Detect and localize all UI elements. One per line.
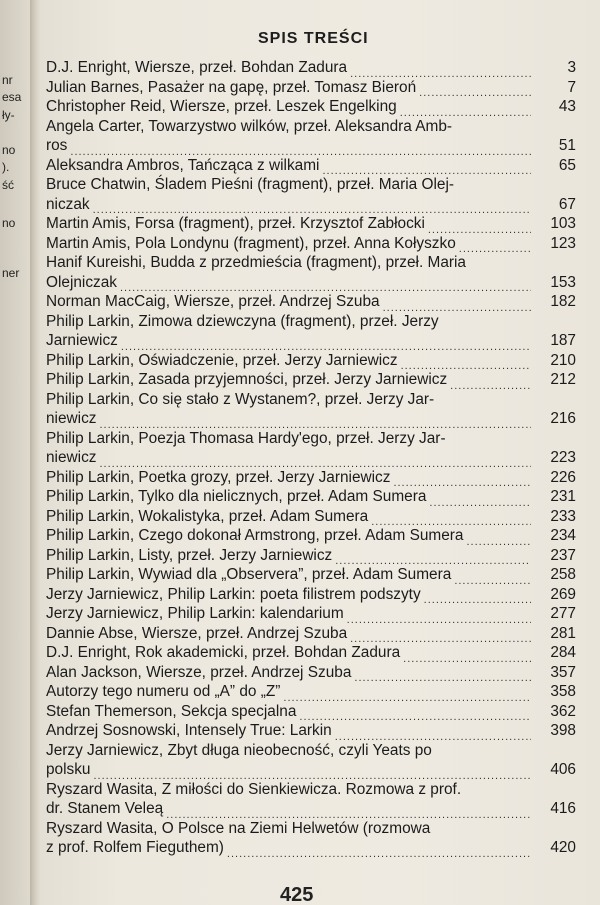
toc-entry-line [46, 741, 576, 761]
toc-page-number: 362 [550, 702, 576, 720]
toc-page-number: 65 [558, 156, 576, 174]
toc-entry [46, 507, 576, 527]
adjacent-page-text: ły- [2, 108, 15, 122]
toc-entry [46, 604, 576, 624]
toc-entry-line [46, 468, 576, 488]
toc-entry [46, 585, 576, 605]
toc-page-number: 416 [550, 800, 576, 817]
toc-page-number: 153 [550, 273, 576, 291]
leader-dots [299, 706, 531, 721]
toc-entry-title: Jerzy Jarniewicz, Zbyt długa nieobecność, czyli Yeats po [46, 741, 432, 759]
toc-page-number: 216 [550, 410, 576, 427]
toc-entry-line [46, 799, 576, 819]
toc-entry [46, 526, 576, 546]
toc-entry [46, 741, 576, 780]
toc-page-number: 3 [567, 59, 576, 76]
toc-entry [46, 58, 576, 78]
page-title: SPIS TREŚCI [258, 30, 369, 47]
toc-entry [46, 292, 576, 312]
toc-page-number: 123 [550, 234, 576, 252]
toc-entry-title: Martin Amis, Pola Londynu (fragment), przeł. Anna Kołyszko [46, 234, 456, 252]
toc-page-number: 51 [558, 137, 576, 154]
toc-entry-line [46, 526, 576, 546]
toc-entry-line [46, 78, 576, 98]
toc-entry-line [46, 58, 576, 78]
toc-entry-line [46, 409, 576, 429]
toc-page-number: 43 [558, 98, 576, 115]
leader-dots [335, 726, 531, 741]
toc-entry [46, 175, 576, 214]
adjacent-page-text: nr [2, 73, 13, 87]
toc-entry-title: Philip Larkin, Zimowa dziewczyna (fragment), przeł. Jerzy [46, 312, 439, 330]
leader-dots [466, 531, 531, 546]
toc-page-number: 420 [550, 839, 576, 856]
toc-entry-title: Philip Larkin, Wywiad dla „Observera”, przeł. Adam Sumera [46, 566, 452, 583]
leader-dots [450, 375, 531, 390]
toc-entry-line [46, 643, 576, 663]
toc-entry-line [46, 507, 576, 527]
toc-page-number: 233 [550, 507, 576, 525]
toc-entry-title: Andrzej Sosnowski, Intensely True: Larkin [46, 722, 332, 739]
toc-entry-title: Bruce Chatwin, Śladem Pieśni (fragment), przeł. Maria Olej- [46, 176, 454, 193]
toc-entry-line [46, 195, 576, 215]
adjacent-page-fragment [0, 0, 30, 905]
toc-entry [46, 390, 576, 429]
toc-entry-line [46, 273, 576, 293]
toc-page-number: 398 [550, 722, 576, 739]
toc-entry [46, 429, 576, 468]
toc-entry [46, 312, 576, 351]
toc-entry-title: Ryszard Wasita, Z miłości do Sienkiewicza. Rozmowa z prof. [46, 780, 462, 798]
leader-dots [93, 199, 531, 214]
leader-dots [371, 511, 531, 526]
leader-dots [354, 667, 531, 682]
toc-entry-title: Aleksandra Ambros, Tańcząca z wilkami [46, 156, 320, 174]
toc-entry-line [46, 585, 576, 605]
toc-page-number: 103 [550, 215, 576, 232]
toc-entry [46, 234, 576, 254]
toc-entry-title: Hanif Kureishi, Budda z przedmieścia (fragment), przeł. Maria [46, 254, 466, 271]
toc-entry-title: Philip Larkin, Tylko dla nielicznych, przeł. Adam Sumera [46, 488, 427, 505]
leader-dots [70, 141, 531, 156]
leader-dots [428, 219, 531, 234]
toc-entry-title: Philip Larkin, Listy, przeł. Jerzy Jarniewicz [46, 546, 333, 564]
leader-dots [99, 453, 531, 468]
toc-entry-line [46, 721, 576, 741]
leader-dots [99, 414, 531, 429]
toc-entry-title: Norman MacCaig, Wiersze, przeł. Andrzej Szuba [46, 293, 380, 310]
toc-entry [46, 780, 576, 819]
toc-entry [46, 351, 576, 371]
leader-dots [94, 765, 532, 780]
toc-page-number: 258 [550, 566, 576, 583]
toc-entry-line [46, 682, 576, 702]
toc-entry [46, 487, 576, 507]
toc-page-number: 231 [550, 488, 576, 505]
toc-entry-title: Christopher Reid, Wiersze, przeł. Leszek Engelking [46, 98, 397, 115]
toc-entry-title: Philip Larkin, Poetka grozy, przeł. Jerzy Jarniewicz [46, 468, 391, 486]
toc-page-number: 226 [550, 468, 576, 486]
toc-entry-line [46, 312, 576, 332]
adjacent-page-text: ). [2, 160, 10, 174]
adjacent-page-text: no [2, 143, 16, 157]
toc-entry-line [46, 663, 576, 683]
toc-entry-line [46, 292, 576, 312]
leader-dots [424, 589, 531, 604]
adjacent-page-text: ść [2, 178, 14, 192]
leader-dots [419, 82, 531, 97]
toc-page-number: 358 [550, 683, 576, 700]
toc-entry-line [46, 351, 576, 371]
table-of-contents [46, 58, 576, 858]
leader-dots [350, 628, 531, 643]
leader-dots [383, 297, 531, 312]
toc-entry-title: Philip Larkin, Oświadczenie, przeł. Jerzy Jarniewicz [46, 351, 398, 369]
toc-page-number: 406 [550, 761, 576, 778]
leader-dots [454, 570, 531, 585]
toc-entry-line [46, 487, 576, 507]
toc-page-number: 234 [550, 527, 576, 544]
leader-dots [322, 160, 531, 175]
toc-entry [46, 468, 576, 488]
adjacent-page-text: esa [2, 90, 22, 104]
toc-entry-line [46, 565, 576, 585]
leader-dots [335, 550, 531, 565]
leader-dots [401, 355, 531, 370]
toc-entry-line [46, 604, 576, 624]
toc-entry-title: dr. Stanem Veleą [46, 800, 164, 817]
toc-entry-title: Philip Larkin, Co się stało z Wystanem?, przeł. Jerzy Jar- [46, 390, 435, 408]
toc-entry-title: niczak [46, 195, 90, 213]
toc-page-number: 237 [550, 546, 576, 564]
toc-entry-title: Dannie Abse, Wiersze, przeł. Andrzej Szuba [46, 624, 348, 642]
toc-entry-title: Jarniewicz [46, 332, 118, 349]
leader-dots [393, 472, 531, 487]
leader-dots [403, 648, 531, 663]
toc-entry-title: Angela Carter, Towarzystwo wilków, przeł. Aleksandra Amb- [46, 117, 453, 135]
toc-page-number: 277 [550, 605, 576, 622]
toc-entry-line [46, 175, 576, 195]
toc-entry-line [46, 838, 576, 858]
toc-entry-title: Philip Larkin, Czego dokonał Armstrong, przeł. Adam Sumera [46, 527, 464, 544]
toc-entry-line [46, 448, 576, 468]
toc-entry-line [46, 624, 576, 644]
leader-dots [400, 102, 531, 117]
toc-entry [46, 702, 576, 722]
toc-page-number: 284 [550, 644, 576, 661]
toc-entry-line [46, 702, 576, 722]
toc-page-number: 223 [550, 449, 576, 466]
toc-page-number: 212 [550, 371, 576, 388]
leader-dots [120, 277, 531, 292]
leader-dots [166, 804, 531, 819]
toc-entry-title: Olejniczak [46, 273, 117, 291]
toc-entry-title: Ryszard Wasita, O Polsce na Ziemi Helwetów (rozmowa [46, 819, 431, 837]
toc-entry-title: Jerzy Jarniewicz, Philip Larkin: poeta filistrem podszyty [46, 585, 421, 603]
leader-dots [429, 492, 531, 507]
leader-dots [347, 609, 531, 624]
toc-entry [46, 819, 576, 858]
toc-entry [46, 565, 576, 585]
toc-entry-line [46, 97, 576, 117]
toc-entry-line [46, 136, 576, 156]
toc-entry [46, 682, 576, 702]
toc-page-number: 210 [550, 351, 576, 369]
toc-entry [46, 370, 576, 390]
leader-dots [227, 843, 531, 858]
leader-dots [350, 63, 531, 78]
adjacent-page-text: no [2, 216, 16, 230]
toc-entry-title: ros [46, 137, 68, 154]
toc-page-number: 67 [558, 195, 576, 213]
leader-dots [283, 687, 531, 702]
page-number: 425 [280, 884, 314, 905]
toc-entry [46, 117, 576, 156]
toc-entry [46, 624, 576, 644]
toc-entry-title: Jerzy Jarniewicz, Philip Larkin: kalendarium [46, 605, 344, 622]
toc-entry [46, 78, 576, 98]
toc-entry-title: D.J. Enright, Wiersze, przeł. Bohdan Zadura [46, 59, 348, 76]
leader-dots [459, 238, 531, 253]
toc-entry-line [46, 117, 576, 137]
toc-entry-line [46, 546, 576, 566]
toc-entry-title: Julian Barnes, Pasażer na gapę, przeł. Tomasz Bieroń [46, 78, 417, 96]
toc-page-number: 182 [550, 293, 576, 310]
toc-entry-title: Alan Jackson, Wiersze, przeł. Andrzej Szuba [46, 663, 352, 681]
toc-entry-line [46, 429, 576, 449]
toc-entry [46, 156, 576, 176]
toc-entry-line [46, 253, 576, 273]
toc-entry [46, 546, 576, 566]
toc-entry-title: niewicz [46, 449, 97, 466]
toc-entry-line [46, 390, 576, 410]
toc-entry-line [46, 234, 576, 254]
toc-page-number: 187 [550, 332, 576, 349]
toc-page-number: 7 [567, 78, 576, 96]
toc-entry [46, 214, 576, 234]
toc-page-number: 357 [550, 663, 576, 681]
toc-entry [46, 663, 576, 683]
toc-page-number: 281 [550, 624, 576, 642]
toc-entry-title: D.J. Enright, Rok akademicki, przeł. Bohdan Zadura [46, 644, 401, 661]
toc-page-number: 269 [550, 585, 576, 603]
adjacent-page-text: ner [2, 266, 20, 280]
toc-entry-title: Autorzy tego numeru od „A” do „Z” [46, 683, 281, 700]
toc-entry-title: Stefan Themerson, Sekcja specjalna [46, 702, 297, 720]
toc-entry-title: z prof. Rolfem Fieguthem) [46, 839, 224, 856]
toc-entry-line [46, 214, 576, 234]
toc-entry-title: Philip Larkin, Zasada przyjemności, przeł. Jerzy Jarniewicz [46, 371, 448, 388]
book-gutter [30, 0, 40, 905]
toc-entry-line [46, 819, 576, 839]
toc-entry [46, 721, 576, 741]
toc-entry-line [46, 370, 576, 390]
toc-entry-line [46, 331, 576, 351]
leader-dots [121, 336, 531, 351]
toc-entry-line [46, 760, 576, 780]
toc-entry-title: niewicz [46, 410, 97, 427]
toc-entry-line [46, 156, 576, 176]
toc-entry [46, 97, 576, 117]
toc-entry-title: Martin Amis, Forsa (fragment), przeł. Krzysztof Zabłocki [46, 215, 425, 232]
toc-entry [46, 643, 576, 663]
toc-entry-line [46, 780, 576, 800]
toc-entry-title: polsku [46, 761, 91, 778]
toc-entry-title: Philip Larkin, Wokalistyka, przeł. Adam Sumera [46, 507, 369, 525]
toc-entry [46, 253, 576, 292]
toc-entry-title: Philip Larkin, Poezja Thomasa Hardy'ego, przeł. Jerzy Jar- [46, 429, 446, 447]
